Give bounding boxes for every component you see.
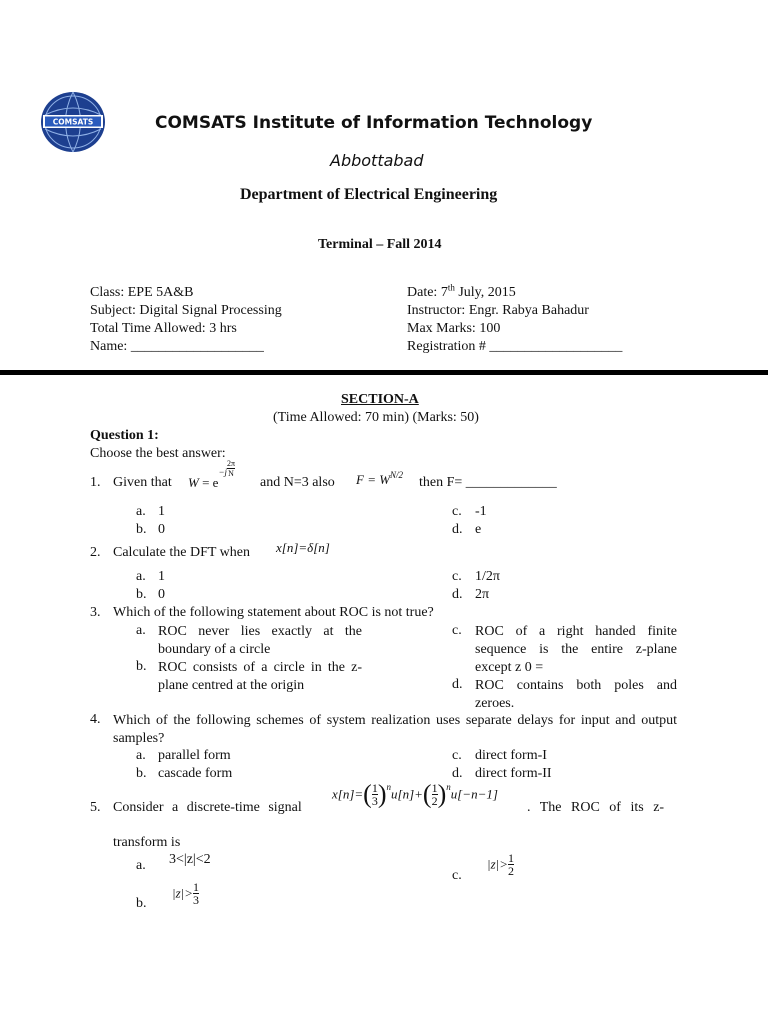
q1-equation-w bbox=[188, 459, 236, 491]
q3-text: Which of the following statement about ROC is not true? bbox=[113, 605, 434, 620]
q1-opt-a: 1 bbox=[158, 504, 165, 519]
q1-opt-c-label: c. bbox=[452, 504, 462, 519]
q3-number: 3. bbox=[90, 605, 101, 620]
q5-lparen-2: ( bbox=[422, 779, 432, 809]
q5-opt-c bbox=[487, 852, 514, 877]
q1-equation-f bbox=[356, 466, 404, 487]
q5-frac1-num: 1 bbox=[371, 781, 378, 795]
class-field: Class: EPE 5A&B bbox=[90, 285, 194, 300]
q3-opt-d: ROC contains both poles and zeroes. bbox=[475, 678, 677, 711]
eq1-exp: −j bbox=[218, 467, 228, 478]
q4-opt-c: direct form-I bbox=[475, 748, 547, 763]
q5-u2: u[−n−1] bbox=[450, 786, 498, 802]
q1-number: 1. bbox=[90, 475, 101, 490]
institute-name: COMSATS Institute of Information Technology bbox=[155, 113, 593, 133]
q4-number: 4. bbox=[90, 712, 101, 727]
q1-text-a: Given that bbox=[113, 475, 172, 490]
q5-frac1-den: 3 bbox=[371, 794, 378, 808]
eq1-den: N bbox=[228, 469, 234, 478]
instructor-field: Instructor: Engr. Rabya Bahadur bbox=[407, 303, 589, 318]
q5-lparen-1: ( bbox=[363, 779, 372, 809]
q1-opt-a-label: a. bbox=[136, 504, 146, 519]
q3-opt-a: ROC never lies exactly at the boundary of a circle bbox=[158, 624, 362, 657]
eq1-frac bbox=[227, 459, 235, 478]
subject-field: Subject: Digital Signal Processing bbox=[90, 303, 282, 318]
section-title: SECTION-A bbox=[341, 392, 419, 407]
registration-field: Registration # ___________________ bbox=[407, 339, 623, 354]
q5-text-b: . The ROC of its z- bbox=[527, 800, 665, 815]
eq2-exp: N/2 bbox=[390, 470, 404, 480]
q1-text-c: then F= _____________ bbox=[419, 475, 557, 490]
q4-opt-d: direct form-II bbox=[475, 766, 552, 781]
logo-text: COMSATS bbox=[52, 117, 94, 127]
q5-b-frac bbox=[193, 881, 199, 906]
q5-opt-a-label: a. bbox=[136, 858, 146, 873]
q5-frac2-den: 2 bbox=[431, 794, 438, 808]
q4-opt-b-label: b. bbox=[136, 766, 147, 781]
q2-opt-d-label: d. bbox=[452, 587, 463, 602]
time-field: Total Time Allowed: 3 hrs bbox=[90, 321, 237, 336]
q4-opt-a-label: a. bbox=[136, 748, 146, 763]
city-name: Abbottabad bbox=[330, 151, 424, 170]
q5-b-num: 1 bbox=[192, 880, 199, 894]
q3-opt-b-label: b. bbox=[136, 659, 147, 674]
q2-opt-a-label: a. bbox=[136, 569, 146, 584]
q5-u1: u[n]+ bbox=[391, 786, 423, 802]
section-subtitle: (Time Allowed: 70 min) (Marks: 50) bbox=[273, 410, 479, 425]
q2-number: 2. bbox=[90, 545, 101, 560]
q5-text-c: transform is bbox=[113, 835, 181, 850]
q2-equation: x[n]=δ[n] bbox=[276, 540, 330, 555]
date-field bbox=[407, 282, 516, 301]
department-name: Department of Electrical Engineering bbox=[240, 186, 498, 203]
q1-opt-b-label: b. bbox=[136, 522, 147, 537]
q5-rparen-2: ) bbox=[437, 779, 447, 809]
q4-opt-a: parallel form bbox=[158, 748, 231, 763]
q2-opt-a: 1 bbox=[158, 569, 165, 584]
q5-c-eq: |z|> bbox=[487, 856, 508, 872]
q5-c-num: 1 bbox=[507, 851, 514, 865]
exam-title: Terminal – Fall 2014 bbox=[318, 237, 442, 252]
q5-lhs: x[n]= bbox=[332, 786, 364, 802]
max-marks-field: Max Marks: 100 bbox=[407, 321, 501, 336]
instruction-text: Choose the best answer: bbox=[90, 446, 226, 461]
q3-opt-d-label: d. bbox=[452, 677, 463, 692]
q1-opt-d-label: d. bbox=[452, 522, 463, 537]
q5-opt-b bbox=[172, 881, 199, 906]
date-suffix: July, 2015 bbox=[454, 285, 516, 300]
q4-opt-b: cascade form bbox=[158, 766, 233, 781]
q3-opt-c: ROC of a right handed finite sequence is the entire z-plane except z 0 = bbox=[475, 624, 677, 675]
q1-text-b: and N=3 also bbox=[260, 475, 335, 490]
divider-line bbox=[0, 370, 768, 375]
comsats-logo bbox=[40, 91, 106, 153]
eq1-eq: = e bbox=[198, 475, 219, 491]
q5-rparen-1: ) bbox=[377, 779, 387, 809]
q5-number: 5. bbox=[90, 800, 101, 815]
q5-exp-1: n bbox=[386, 782, 392, 792]
q5-frac2-num: 1 bbox=[431, 781, 438, 795]
q2-opt-c: 1/2π bbox=[475, 569, 500, 584]
eq1-num: 2π bbox=[227, 459, 236, 468]
q5-equation bbox=[332, 779, 498, 809]
q3-opt-a-label: a. bbox=[136, 623, 146, 638]
eq2: F = W bbox=[356, 472, 391, 487]
question-heading: Question 1: bbox=[90, 428, 159, 443]
q5-b-eq: |z|> bbox=[172, 885, 193, 901]
date-sup: th bbox=[447, 282, 455, 293]
q2-opt-d: 2π bbox=[475, 587, 490, 602]
q1-opt-c: -1 bbox=[475, 504, 487, 519]
date-prefix: Date: 7 bbox=[407, 285, 448, 300]
q2-opt-b-label: b. bbox=[136, 587, 147, 602]
q4-opt-d-label: d. bbox=[452, 766, 463, 781]
q5-exp-2: n bbox=[446, 782, 451, 792]
q1-opt-b: 0 bbox=[158, 522, 165, 537]
q5-c-den: 2 bbox=[507, 864, 514, 878]
eq1-w: W bbox=[188, 475, 199, 491]
q1-opt-d: e bbox=[475, 522, 482, 537]
q5-opt-a: 3<|z|<2 bbox=[169, 852, 211, 867]
q5-opt-c-label: c. bbox=[452, 868, 462, 883]
q2-opt-c-label: c. bbox=[452, 569, 462, 584]
q3-opt-b: ROC consists of a circle in the z-plane centred at the origin bbox=[158, 660, 362, 693]
q2-opt-b: 0 bbox=[158, 587, 165, 602]
q4-text: Which of the following schemes of system realization uses separate delays for input and output samples? bbox=[113, 713, 677, 746]
q3-opt-c-label: c. bbox=[452, 623, 462, 638]
q5-c-frac bbox=[508, 852, 514, 877]
q2-text: Calculate the DFT when bbox=[113, 545, 250, 560]
q5-b-den: 3 bbox=[192, 893, 199, 907]
q4-opt-c-label: c. bbox=[452, 748, 462, 763]
q5-text-a: Consider a discrete-time signal bbox=[113, 800, 302, 815]
name-field: Name: ___________________ bbox=[90, 339, 264, 354]
q5-opt-b-label: b. bbox=[136, 896, 147, 911]
